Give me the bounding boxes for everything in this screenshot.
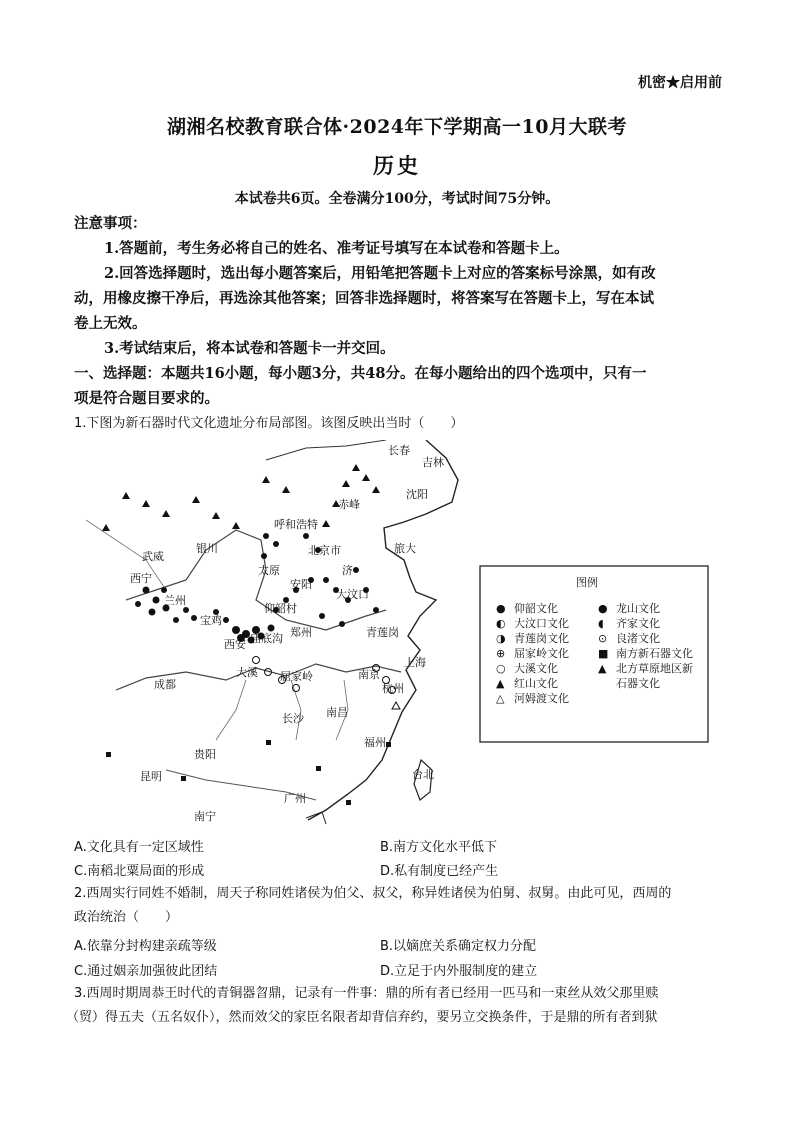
map-label-beijing: 北京市 (308, 544, 341, 557)
map-label-wuwei: 武威 (142, 550, 164, 563)
legend-label: 仰韶文化 (514, 602, 558, 615)
map-label-taibei: 台北 (412, 768, 434, 781)
map-label-shenyang: 沈阳 (406, 488, 428, 501)
yellow-river (126, 530, 386, 630)
map-label-hangzhou: 杭州 (382, 682, 404, 695)
map-label-fuzhou: 福州 (364, 736, 386, 749)
map-label-miaodigou: 庙底沟 (250, 632, 283, 645)
river-branch (216, 680, 246, 740)
legend-symbol: ● (496, 602, 506, 615)
legend-title: 图例 (576, 576, 598, 589)
subject-title: 历史 (373, 153, 421, 178)
q3-stem-line-2: （贸）得五夫（五名奴仆），然而效父的家臣名限者却背信弃约，要另立交换条件，于是鼎的所有者到狱 (66, 1010, 658, 1025)
map-label-chifeng: 赤峰 (338, 498, 360, 511)
legend-symbol: ■ (598, 647, 609, 660)
legend-label: 屈家岭文化 (514, 647, 569, 660)
map-label-nanning: 南宁 (194, 810, 216, 823)
notice-item-3: 3.考试结束后，将本试卷和答题卡一并交回。 (104, 340, 395, 357)
map-label-nanchang: 南昌 (326, 706, 348, 719)
q1-option-b[interactable]: B.南方文化水平低下 (380, 840, 498, 855)
map-label-qinglian: 青莲岗 (366, 626, 399, 639)
section-heading-line-1: 一、选择题：本题共16小题，每小题3分，共48分。在每小题给出的四个选项中，只有一 (74, 365, 647, 382)
legend-symbol: ⊕ (496, 647, 506, 660)
q1-stem: 1.下图为新石器时代文化遗址分布局部图。该图反映出当时（ ） (74, 416, 464, 431)
legend-symbol: ▲ (496, 677, 505, 690)
map-label-anyang: 安阳 (290, 578, 312, 591)
q2-option-b[interactable]: B.以嫡庶关系确定权力分配 (380, 939, 537, 954)
map-label-yinchuan: 银川 (196, 542, 218, 555)
map-label-hohhot: 呼和浩特 (274, 518, 318, 531)
legend-symbol: ◑ (496, 632, 506, 645)
q2-option-d[interactable]: D.立足于内外服制度的建立 (380, 964, 538, 979)
legend-symbol: △ (496, 692, 505, 705)
map-label-dawenkou: 大汶口 (336, 588, 369, 601)
legend-label: 红山文化 (514, 677, 558, 690)
legend-label: 河姆渡文化 (514, 692, 569, 705)
legend-label: 青莲岗文化 (514, 632, 569, 645)
map-label-taiyuan: 太原 (258, 564, 280, 577)
map-label-changsha: 长沙 (282, 712, 304, 725)
legend-label: 南方新石器文化 (616, 647, 693, 660)
map-label-zhengzhou: 郑州 (290, 626, 312, 639)
northern-grassland-sites (102, 476, 290, 531)
notice-heading: 注意事项： (74, 215, 147, 232)
hainan-island (306, 812, 326, 824)
map-label-shanghai: 上海 (404, 656, 426, 669)
legend-symbol: ○ (496, 662, 506, 675)
map-label-guiyang: 贵阳 (194, 748, 216, 761)
legend-label: 大溪文化 (514, 662, 558, 675)
legend-symbol: ▲ (598, 662, 607, 675)
legend-label: 北方草原地区新 (616, 662, 693, 675)
map-label-qujialing: 屈家岭 (280, 670, 313, 683)
confidential-mark: 机密★启用前 (638, 75, 722, 91)
legend-label: 齐家文化 (616, 617, 660, 630)
q1-option-d[interactable]: D.私有制度已经产生 (380, 864, 499, 879)
map-label-changchun: 长春 (388, 444, 410, 457)
map-label-guangzhou: 广州 (284, 792, 306, 805)
exam-info: 本试卷共6页。全卷满分100分，考试时间75分钟。 (234, 191, 560, 207)
legend-symbol: ◖ (598, 617, 604, 630)
map-label-yangshao: 仰韶村 (264, 602, 297, 615)
hongshan-sites (322, 464, 380, 527)
legend-symbol: ⊙ (598, 632, 608, 645)
notice-item-2-line-2: 动，用橡皮擦干净后，再选涂其他答案；回答非选择题时，将答案写在答题卡上，写在本试 (74, 290, 654, 307)
legend-label: 龙山文化 (616, 602, 660, 615)
map-label-lanzhou: 兰州 (164, 594, 186, 607)
map-label-nanjing: 南京 (358, 668, 380, 681)
legend-label: 大汶口文化 (514, 617, 569, 630)
map-label-xian: 西安 (224, 638, 246, 651)
map-label-daxi: 大溪 (236, 666, 258, 679)
legend-symbol: ● (598, 602, 608, 615)
map-label-baoji: 宝鸡 (200, 614, 222, 627)
q1-option-c[interactable]: C.南稻北粟局面的形成 (74, 864, 205, 879)
notice-item-1: 1.答题前，考生务必将自己的姓名、准考证号填写在本试卷和答题卡上。 (104, 240, 569, 257)
q2-option-a[interactable]: A.依靠分封构建亲疏等级 (74, 939, 217, 954)
map-label-kunming: 昆明 (140, 770, 162, 783)
map-label-chengdu: 成都 (154, 678, 176, 691)
legend-label: 良渚文化 (616, 632, 660, 645)
q1-option-a[interactable]: A.文化具有一定区域性 (74, 840, 204, 855)
q3-stem-line-1: 3.西周时期周恭王时代的青铜器曶鼎，记录有一件事：鼎的所有者已经用一匹马和一束丝从效父那里赎 (74, 986, 659, 1001)
map-legend (480, 566, 708, 742)
legend-symbol: ◐ (496, 617, 506, 630)
q2-stem-line-2: 政治统治（ ） (74, 910, 179, 925)
q2-stem-line-1: 2.西周实行同姓不婚制，周天子称同姓诸侯为伯父、叔父，称异姓诸侯为伯舅、叔舅。由此可见，西周的 (74, 886, 672, 901)
northern-border (266, 440, 386, 460)
notice-item-2-line-1: 2.回答选择题时，选出每小题答案后，用铅笔把答题卡上对应的答案标号涂黑，如有改 (104, 265, 656, 282)
hemudu-sites (392, 702, 400, 709)
legend-label: 石器文化 (616, 677, 660, 690)
map-label-xining: 西宁 (130, 572, 152, 585)
exam-title: 湖湘名校教育联合体·2024年下学期高一10月大联考 (167, 116, 627, 138)
notice-item-2-line-3: 卷上无效。 (74, 315, 147, 332)
map-label-lvda: 旅大 (394, 542, 416, 555)
map-label-ji: 济 (342, 564, 353, 577)
map-label-jilin: 吉林 (422, 456, 444, 469)
q2-option-c[interactable]: C.通过姻亲加强彼此团结 (74, 964, 218, 979)
neolithic-site-map (86, 440, 716, 826)
section-heading-line-2: 项是符合题目要求的。 (74, 390, 219, 407)
